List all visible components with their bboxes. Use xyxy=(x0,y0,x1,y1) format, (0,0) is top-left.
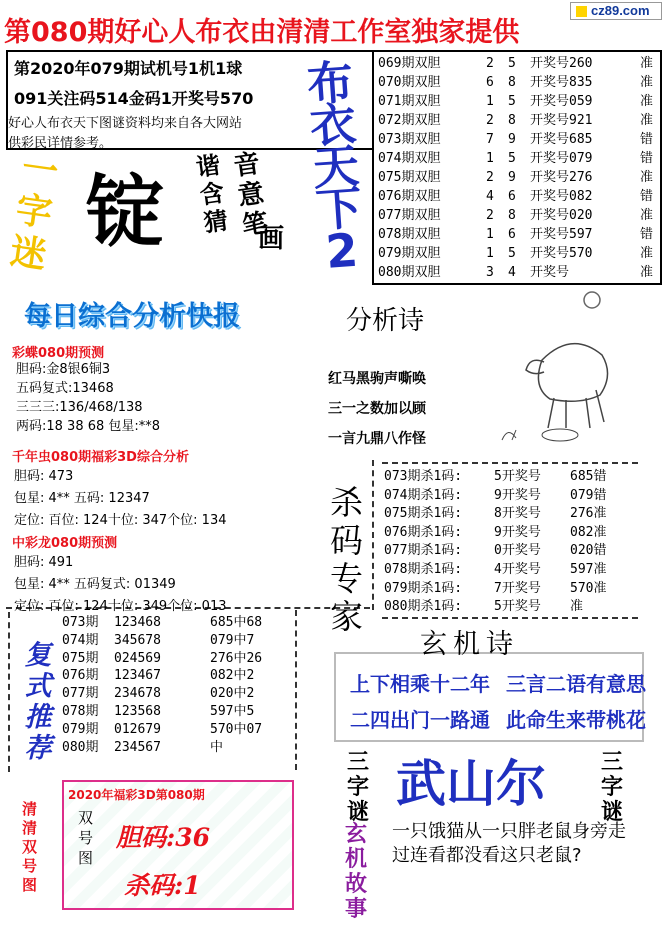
shuangdan-row-cell: 4 xyxy=(508,265,516,280)
shuangdan-list xyxy=(378,54,660,282)
shuangdan-row-cell: 9 xyxy=(508,132,516,147)
shuangdan-row-cell: 2 xyxy=(486,208,494,223)
left-top-line4: 供彩民详情参考。 xyxy=(8,136,113,151)
shuangdan-row-cell: 5 xyxy=(508,94,516,109)
fushi-row-cell: 234678 xyxy=(114,686,161,702)
fushi-row-cell: 570中07 xyxy=(210,721,263,737)
fushi-row-cell: 020中2 xyxy=(210,686,255,702)
shuangdan-row-cell: 8 xyxy=(508,208,516,223)
fushi-row-cell: 074期 xyxy=(62,632,99,648)
shuangdan-row-cell: 准 xyxy=(640,113,654,128)
shama-row-cell: 8开奖号 xyxy=(494,506,541,522)
fushi-row-cell: 075期 xyxy=(62,650,99,666)
shuangdan-row-cell: 准 xyxy=(640,246,654,261)
shuangdan-row-cell: 开奖号570 xyxy=(530,246,593,261)
shama-row-cell: 570准 xyxy=(570,580,607,596)
left-top-line1: 第2020年079期试机号1机1球 xyxy=(14,59,243,78)
fushi-row-cell: 276中26 xyxy=(210,650,263,666)
shama-row xyxy=(384,524,660,543)
zhongcailong-line: 包星: 4** 五码复式: 01349 xyxy=(14,577,176,592)
shuangdan-row-cell: 1 xyxy=(486,227,494,242)
shuangdan-row-cell: 6 xyxy=(508,189,516,204)
fushi-row xyxy=(62,685,294,703)
shama-row xyxy=(384,561,660,580)
shama-row xyxy=(384,505,660,524)
shuanghao-label: 清清双号图 xyxy=(22,800,38,894)
shuangdan-row-cell: 3 xyxy=(486,265,494,280)
shuangdan-row-cell: 1 xyxy=(486,94,494,109)
caidie-title: 彩蝶080期预测 xyxy=(12,346,105,361)
shuangdan-row-cell: 准 xyxy=(640,94,654,109)
zhongcailong-lines xyxy=(14,552,227,618)
shuangdan-row xyxy=(378,73,660,92)
page-title: 第080期好心人布衣由清清工作室独家提供 xyxy=(4,17,520,48)
site-logo-icon xyxy=(576,6,587,17)
fushi-row-cell: 077期 xyxy=(62,686,99,702)
caidie-line: 两码:18 38 68 包星:**8 xyxy=(16,419,161,434)
shama-row-cell: 075期杀1码: xyxy=(384,506,463,522)
qianyunchong-line: 定位: 百位: 124十位: 347个位: 134 xyxy=(14,513,227,528)
zhongcailong-line: 胆码: 491 xyxy=(14,555,74,570)
shuangdan-row-cell: 准 xyxy=(640,208,654,223)
fushi-row-cell: 082中2 xyxy=(210,668,255,684)
qianyunchong-line: 胆码: 473 xyxy=(14,469,74,484)
shuangdan-row-cell: 错 xyxy=(640,151,654,166)
fushi-row xyxy=(62,667,294,685)
divider xyxy=(382,617,638,619)
shuangdan-row-cell: 开奖号597 xyxy=(530,227,593,242)
shuanghao-side: 双号图 xyxy=(78,809,94,867)
fushi-row-cell: 123568 xyxy=(114,703,161,719)
shama-row-cell: 076期杀1码: xyxy=(384,524,463,540)
shuangdan-row xyxy=(378,54,660,73)
shama-row-cell: 082准 xyxy=(570,524,607,540)
divider xyxy=(8,612,10,772)
shama-row-cell: 0开奖号 xyxy=(494,543,541,559)
shama-row-cell: 020错 xyxy=(570,543,607,559)
shuangdan-row xyxy=(378,244,660,263)
shama-table xyxy=(384,468,660,617)
zimi-char: 锭 xyxy=(86,168,165,258)
fushi-row-cell: 234567 xyxy=(114,739,161,755)
shama-row-cell: 5开奖号 xyxy=(494,599,541,615)
fenxi-lines xyxy=(328,364,426,454)
site-badge[interactable] xyxy=(570,2,662,20)
shuangdan-row-cell: 5 xyxy=(508,151,516,166)
shama-row-cell: 079期杀1码: xyxy=(384,580,463,596)
shuangdan-row-cell: 6 xyxy=(486,75,494,90)
fushi-row xyxy=(62,703,294,721)
fushi-row-cell: 079中7 xyxy=(210,632,255,648)
fushi-row-cell: 597中5 xyxy=(210,703,255,719)
goat-illustration-icon xyxy=(482,290,632,450)
shuangdan-row-cell: 7 xyxy=(486,132,494,147)
shuangdan-row-cell: 071期双胆 xyxy=(378,94,441,109)
shama-row-cell: 5开奖号 xyxy=(494,469,541,484)
shama-row-cell: 597准 xyxy=(570,561,607,577)
shuangdan-row xyxy=(378,130,660,149)
zhongcailong-line: 定位: 百位: 124十位: 349个位: 013 xyxy=(14,599,227,614)
caidie-lines xyxy=(16,360,160,436)
shama-row-cell: 078期杀1码: xyxy=(384,561,463,577)
shuangdan-row-cell: 9 xyxy=(508,170,516,185)
shuangdan-row-cell: 开奖号059 xyxy=(530,94,593,109)
xuanji-line1b: 三言二语有意思 xyxy=(506,672,646,696)
fushi-row xyxy=(62,739,294,757)
fushi-row-cell: 中 xyxy=(210,739,224,755)
shuangdan-row-cell: 准 xyxy=(640,56,654,71)
fenxi-line: 一言九鼎八作怪 xyxy=(328,431,426,447)
caidie-line: 胆码:金8银6铜3 xyxy=(16,362,111,377)
caidie-line: 五码复式:13468 xyxy=(16,381,114,396)
shama-row xyxy=(384,580,660,599)
divider xyxy=(295,610,297,770)
shama-row-cell: 4开奖号 xyxy=(494,561,541,577)
shuangdan-row xyxy=(378,92,660,111)
shama-row-cell: 276准 xyxy=(570,506,607,522)
sanzimi-answer: 武山尔 xyxy=(396,755,546,813)
shuangdan-row-cell: 错 xyxy=(640,132,654,147)
shuangdan-row-cell: 错 xyxy=(640,227,654,242)
shuangdan-row xyxy=(378,111,660,130)
shuangdan-row-cell: 079期双胆 xyxy=(378,246,441,261)
shama-label: 杀码专家 xyxy=(330,483,363,636)
shuangdan-row-cell: 1 xyxy=(486,151,494,166)
fushi-row xyxy=(62,614,294,632)
shuangdan-row-cell: 开奖号685 xyxy=(530,132,593,147)
shama-row-cell: 9开奖号 xyxy=(494,487,541,503)
shuangdan-row-cell: 1 xyxy=(486,246,494,261)
shama-row xyxy=(384,468,660,487)
shama-row-cell: 073期杀1码: xyxy=(384,469,463,484)
buyi-title: 布衣天下2 xyxy=(305,54,364,279)
sanzimi-story: 一只饿猫从一只胖老鼠身旁走过连看都没看这只老鼠? xyxy=(392,821,626,866)
fushi-table xyxy=(62,614,294,756)
shuangdan-row-cell: 5 xyxy=(508,246,516,261)
left-top-line2: 091关注码514金码1开奖号570 xyxy=(14,89,254,108)
zimi-label: 一字迷 xyxy=(7,147,61,277)
daily-title: 每日综合分析快报 xyxy=(24,301,240,332)
fushi-row-cell: 123467 xyxy=(114,668,161,684)
shama-row-cell: 079错 xyxy=(570,487,607,503)
fushi-row-cell: 345678 xyxy=(114,632,161,648)
fushi-row-cell: 012679 xyxy=(114,721,161,737)
shama-row-cell: 685错 xyxy=(570,469,607,484)
fushi-row-cell: 079期 xyxy=(62,721,99,737)
shuanghao-dan: 胆码:36 xyxy=(116,823,211,852)
shama-row-cell: 准 xyxy=(570,599,584,615)
shuangdan-row-cell: 076期双胆 xyxy=(378,189,441,204)
shuangdan-row-cell: 开奖号082 xyxy=(530,189,593,204)
fushi-label: 复式推荐 xyxy=(24,640,52,764)
qianyunchong-line: 包星: 4** 五码: 12347 xyxy=(14,491,150,506)
shuangdan-row xyxy=(378,263,660,282)
shuangdan-row-cell: 开奖号276 xyxy=(530,170,593,185)
shuangdan-row xyxy=(378,168,660,187)
shuangdan-row-cell: 开奖号921 xyxy=(530,113,593,128)
fenxi-title: 分析诗 xyxy=(346,306,425,336)
shuangdan-row-cell: 开奖号 xyxy=(530,265,570,280)
left-top-line3: 好心人布衣天下图谜资料均来自各大网站 xyxy=(8,116,243,131)
shuangdan-row-cell: 开奖号260 xyxy=(530,56,593,71)
qianyunchong-lines xyxy=(14,466,227,532)
caidie-line: 三三三:136/468/138 xyxy=(16,400,143,415)
shama-row-cell: 9开奖号 xyxy=(494,524,541,540)
shama-row xyxy=(384,598,660,617)
shama-row-cell: 077期杀1码: xyxy=(384,543,463,559)
fushi-row xyxy=(62,650,294,668)
shuangdan-row-cell: 错 xyxy=(640,189,654,204)
sanzimi-story-label: 玄机故事 xyxy=(344,822,367,922)
fushi-row-cell: 685中68 xyxy=(210,615,263,630)
fenxi-line: 三一之数加以顾 xyxy=(328,401,426,417)
shuangdan-row xyxy=(378,149,660,168)
shuangdan-row-cell: 准 xyxy=(640,170,654,185)
xuanji-title: 玄机诗 xyxy=(420,629,519,660)
zhongcailong-title: 中彩龙080期预测 xyxy=(12,536,118,551)
site-badge-label: cz89.com xyxy=(591,3,650,18)
fenxi-line: 红马黑驹声嘶唤 xyxy=(328,371,426,387)
zimi-side2: 音意笔 xyxy=(231,148,271,242)
shuanghao-box-title: 2020年福彩3D第080期 xyxy=(68,788,205,802)
shama-row-cell: 7开奖号 xyxy=(494,580,541,596)
shuangdan-row-cell: 准 xyxy=(640,265,654,280)
shuangdan-row-cell: 077期双胆 xyxy=(378,208,441,223)
divider xyxy=(372,460,374,610)
shuangdan-row-cell: 073期双胆 xyxy=(378,132,441,147)
shuangdan-row-cell: 2 xyxy=(486,113,494,128)
xuanji-line1a: 上下相乘十二年 xyxy=(350,672,490,696)
fushi-row-cell: 073期 xyxy=(62,615,99,630)
shuangdan-rows xyxy=(378,54,660,282)
shama-row xyxy=(384,542,660,561)
shuangdan-row-cell: 开奖号079 xyxy=(530,151,593,166)
xuanji-line2a: 二四出门一路通 xyxy=(350,708,490,732)
shuangdan-row-cell: 8 xyxy=(508,113,516,128)
shuangdan-row-cell: 2 xyxy=(486,170,494,185)
shama-row-cell: 080期杀1码: xyxy=(384,599,463,615)
shuangdan-row-cell: 069期双胆 xyxy=(378,56,441,71)
fushi-row-cell: 078期 xyxy=(62,703,99,719)
shama-row-cell: 074期杀1码: xyxy=(384,487,463,503)
sanzimi-label-left: 三字谜 xyxy=(346,750,369,825)
shama-row xyxy=(384,487,660,506)
shuangdan-row-cell: 080期双胆 xyxy=(378,265,441,280)
shuangdan-row-cell: 072期双胆 xyxy=(378,113,441,128)
shuangdan-row xyxy=(378,206,660,225)
shuangdan-row-cell: 6 xyxy=(508,227,516,242)
shuangdan-row-cell: 078期双胆 xyxy=(378,227,441,242)
shuangdan-row-cell: 2 xyxy=(486,56,494,71)
fushi-row xyxy=(62,721,294,739)
shuangdan-row-cell: 074期双胆 xyxy=(378,151,441,166)
zimi-side1: 谐含猜 xyxy=(194,150,230,238)
shuangdan-row-cell: 5 xyxy=(508,56,516,71)
shuangdan-row xyxy=(378,187,660,206)
zimi-side3: 画 xyxy=(258,224,285,254)
shuangdan-row-cell: 开奖号020 xyxy=(530,208,593,223)
shuangdan-row-cell: 开奖号835 xyxy=(530,75,593,90)
shuangdan-row-cell: 准 xyxy=(640,75,654,90)
shuangdan-row xyxy=(378,225,660,244)
fushi-row xyxy=(62,632,294,650)
divider xyxy=(382,462,638,464)
qianyunchong-title: 千年虫080期福彩3D综合分析 xyxy=(12,450,189,465)
shuangdan-row-cell: 070期双胆 xyxy=(378,75,441,90)
shuangdan-row-cell: 4 xyxy=(486,189,494,204)
shuangdan-row-cell: 075期双胆 xyxy=(378,170,441,185)
fushi-row-cell: 076期 xyxy=(62,668,99,684)
sanzimi-label-right: 三字谜 xyxy=(600,750,623,825)
fushi-row-cell: 024569 xyxy=(114,650,161,666)
xuanji-line2b: 此命生来带桃花 xyxy=(506,708,646,732)
shuangdan-row-cell: 8 xyxy=(508,75,516,90)
fushi-row-cell: 080期 xyxy=(62,739,99,755)
shuanghao-box xyxy=(62,780,294,910)
shuanghao-sha: 杀码:1 xyxy=(124,871,201,900)
fushi-row-cell: 123468 xyxy=(114,615,161,630)
